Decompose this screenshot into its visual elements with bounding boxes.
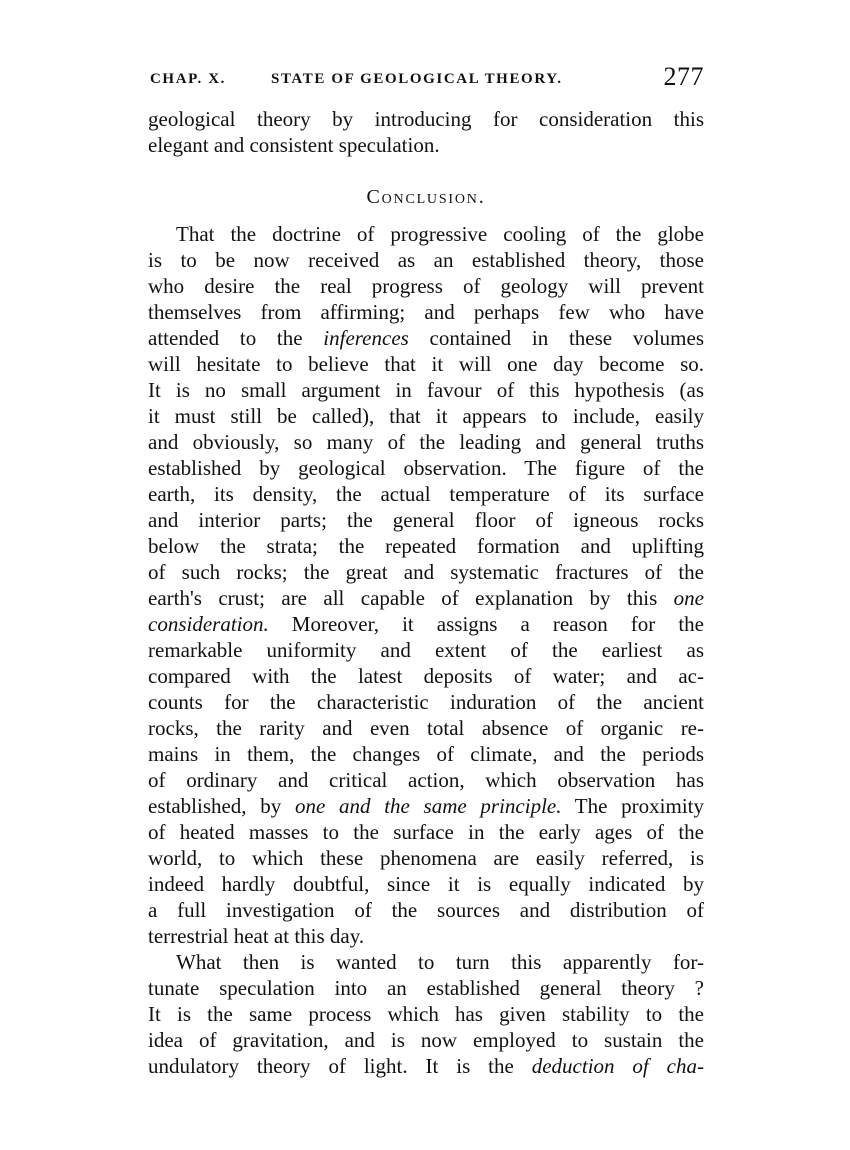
text-line: will hesitate to believe that it will one day become so. [148, 352, 704, 376]
text-line: indeed hardly doubtful, since it is equally indicated by [148, 872, 704, 896]
text-line [148, 585, 704, 611]
text-line: terrestrial heat at this day. [148, 924, 365, 948]
italic-run: consideration. [148, 612, 269, 636]
page-number: 277 [663, 62, 704, 91]
text-run: earth's crust; are all capable of explanation by this [148, 586, 674, 610]
text-line: That the doctrine of progressive cooling of the globe [176, 222, 704, 246]
italic-run: one [673, 586, 704, 610]
text-line: established by geological observation. The figure of the [148, 456, 704, 480]
text-line: below the strata; the repeated formation and uplifting [148, 534, 704, 558]
text-line: of ordinary and critical action, which observation has [148, 768, 704, 792]
chapter-title: STATE OF GEOLOGICAL THEORY. [271, 71, 563, 87]
text-line: world, to which these phenomena are easily referred, is [148, 846, 704, 870]
text-line: counts for the characteristic induration of the ancient [148, 690, 704, 714]
text-line: earth, its density, the actual temperature of its surface [148, 482, 704, 506]
text-run: The proximity [561, 794, 704, 818]
text-line: is to be now received as an established theory, those [148, 248, 704, 272]
text-line: What then is wanted to turn this apparently for- [176, 950, 704, 974]
text-line: remarkable uniformity and extent of the earliest as [148, 638, 704, 662]
text-run: contained in these volumes [408, 326, 704, 350]
text-line: a full investigation of the sources and distribution of [148, 898, 704, 922]
book-page [148, 62, 704, 1079]
text-line: geological theory by introducing for consideration this [148, 107, 704, 131]
running-head [148, 62, 704, 98]
text-line [148, 611, 704, 637]
text-line: and obviously, so many of the leading and general truths [148, 430, 704, 454]
italic-run: one and the same principle. [294, 794, 562, 818]
text-run: attended to the [148, 326, 324, 350]
text-line: of such rocks; the great and systematic fractures of the [148, 560, 704, 584]
text-line: it must still be called), that it appears to include, easily [148, 404, 704, 428]
text-line [148, 325, 704, 351]
text-run: Moreover, it assigns a reason for the [268, 612, 704, 636]
paragraph-conclusion [148, 221, 704, 949]
text-line: and interior parts; the general floor of igneous rocks [148, 508, 704, 532]
text-run: undulatory theory of light. It is the [148, 1054, 532, 1078]
text-line: elegant and consistent speculation. [148, 133, 440, 157]
text-line [148, 793, 704, 819]
text-line: who desire the real progress of geology will prevent [148, 274, 704, 298]
text-line: compared with the latest deposits of water; and ac- [148, 664, 704, 688]
italic-run: inferences [323, 326, 409, 350]
text-line: It is no small argument in favour of this hypothesis (as [148, 378, 704, 402]
paragraph-question [148, 949, 704, 1079]
text-line: themselves from affirming; and perhaps few who have [148, 300, 704, 324]
text-line: rocks, the rarity and even total absence of organic re- [148, 716, 704, 740]
text-line: idea of gravitation, and is now employed to sustain the [148, 1028, 704, 1052]
text-line: tunate speculation into an established general theory ? [148, 976, 704, 1000]
text-run: established, by [148, 794, 295, 818]
text-line [148, 1053, 704, 1079]
text-line: It is the same process which has given stability to the [148, 1002, 704, 1026]
italic-run: deduction of cha- [531, 1054, 704, 1078]
paragraph-continued [148, 106, 704, 158]
text-line: mains in them, the changes of climate, and the periods [148, 742, 704, 766]
section-heading: Conclusion. [366, 186, 486, 208]
chapter-label: CHAP. X. [150, 71, 227, 87]
text-line: of heated masses to the surface in the early ages of the [148, 820, 704, 844]
